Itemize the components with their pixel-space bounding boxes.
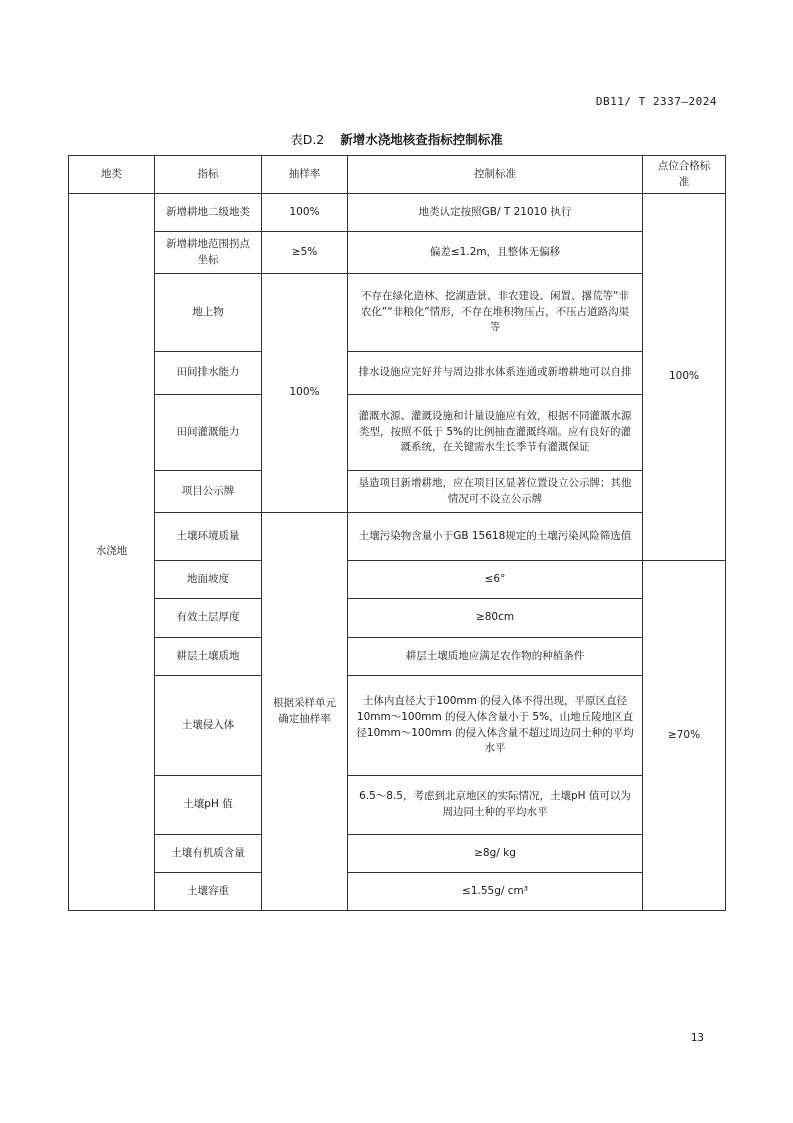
standard-cell: 灌溉水源、灌溉设施和计量设施应有效，根据不同灌溉水源类型，按照不低于 5%的比例抽查灌溉终端。应有良好的灌溉系统，在关键需水生长季节有灌溉保证 — [348, 395, 643, 471]
indicator-cell: 土壤有机质含量 — [155, 835, 262, 873]
sampling-rate-cell: ≥5% — [262, 232, 348, 274]
standard-cell: 不存在绿化造林、挖湖造景、非农建设、闲置、撂荒等“非农化”“非粮化”情形，不存在堆积物压占，不压占道路沟渠等 — [348, 274, 643, 352]
header-land-type: 地类 — [69, 156, 155, 194]
standard-cell: 垦造项目新增耕地，应在项目区显著位置设立公示牌；其他情况可不设立公示牌 — [348, 471, 643, 513]
indicator-cell: 田间灌溉能力 — [155, 395, 262, 471]
table-row — [69, 599, 726, 638]
header-pass-standard: 点位合格标准 — [643, 156, 726, 194]
sampling-rate-cell: 根据采样单元确定抽样率 — [262, 513, 348, 911]
standard-cell: ≥8g/ kg — [348, 835, 643, 873]
header-sampling-rate: 抽样率 — [262, 156, 348, 194]
table-row — [69, 194, 726, 232]
pass-standard-cell: 100% — [643, 194, 726, 561]
standard-cell: 地类认定按照GB/ T 21010 执行 — [348, 194, 643, 232]
table-row — [69, 471, 726, 513]
indicator-cell: 田间排水能力 — [155, 352, 262, 395]
table-row — [69, 835, 726, 873]
table-title — [0, 130, 793, 148]
standard-cell: ≤6° — [348, 561, 643, 599]
standard-cell: ≤1.55g/ cm³ — [348, 873, 643, 911]
standard-cell: 土壤污染物含量小于GB 15618规定的土壤污染风险筛选值 — [348, 513, 643, 561]
page-number: 13 — [690, 1031, 704, 1044]
indicator-cell: 地上物 — [155, 274, 262, 352]
standard-code: DB11/ T 2337—2024 — [595, 95, 717, 108]
indicator-cell: 新增耕地范围拐点坐标 — [155, 232, 262, 274]
table-row — [69, 352, 726, 395]
header-indicator: 指标 — [155, 156, 262, 194]
indicator-cell: 有效土层厚度 — [155, 599, 262, 638]
sampling-rate-cell: 100% — [262, 194, 348, 232]
standard-cell: 偏差≤1.2m，且整体无偏移 — [348, 232, 643, 274]
standard-cell: 耕层土壤质地应满足农作物的种植条件 — [348, 638, 643, 676]
table-row — [69, 561, 726, 599]
standard-cell: 排水设施应完好并与周边排水体系连通或新增耕地可以自排 — [348, 352, 643, 395]
standard-cell: 6.5～8.5，考虑到北京地区的实际情况，土壤pH 值可以为周边同土种的平均水平 — [348, 776, 643, 835]
indicator-cell: 土壤pH 值 — [155, 776, 262, 835]
land-type-cell: 水浇地 — [69, 194, 155, 911]
indicator-cell: 地面坡度 — [155, 561, 262, 599]
table-row — [69, 513, 726, 561]
indicator-cell: 耕层土壤质地 — [155, 638, 262, 676]
indicator-cell: 土壤侵入体 — [155, 676, 262, 776]
indicator-cell: 新增耕地二级地类 — [155, 194, 262, 232]
table-row — [69, 638, 726, 676]
indicator-cell: 项目公示牌 — [155, 471, 262, 513]
table-header-row — [69, 156, 726, 194]
table-row — [69, 274, 726, 352]
table-row — [69, 395, 726, 471]
table-number: 表D.2 — [290, 132, 325, 147]
pass-standard-cell: ≥70% — [643, 561, 726, 911]
sampling-rate-cell: 100% — [262, 274, 348, 513]
control-standard-table — [68, 155, 726, 911]
indicator-cell: 土壤环境质量 — [155, 513, 262, 561]
standard-cell: 土体内直径大于100mm 的侵入体不得出现，平原区直径10mm～100mm 的侵入体含量小于 5%，山地丘陵地区直径10mm～100mm 的侵入体含量不超过周边同土种的平均水平 — [348, 676, 643, 776]
table-title-text: 新增水浇地核查指标控制标准 — [340, 132, 503, 147]
indicator-cell: 土壤容重 — [155, 873, 262, 911]
table-row — [69, 232, 726, 274]
table-row — [69, 873, 726, 911]
header-control-standard: 控制标准 — [348, 156, 643, 194]
table-row — [69, 776, 726, 835]
standard-cell: ≥80cm — [348, 599, 643, 638]
table-row — [69, 676, 726, 776]
